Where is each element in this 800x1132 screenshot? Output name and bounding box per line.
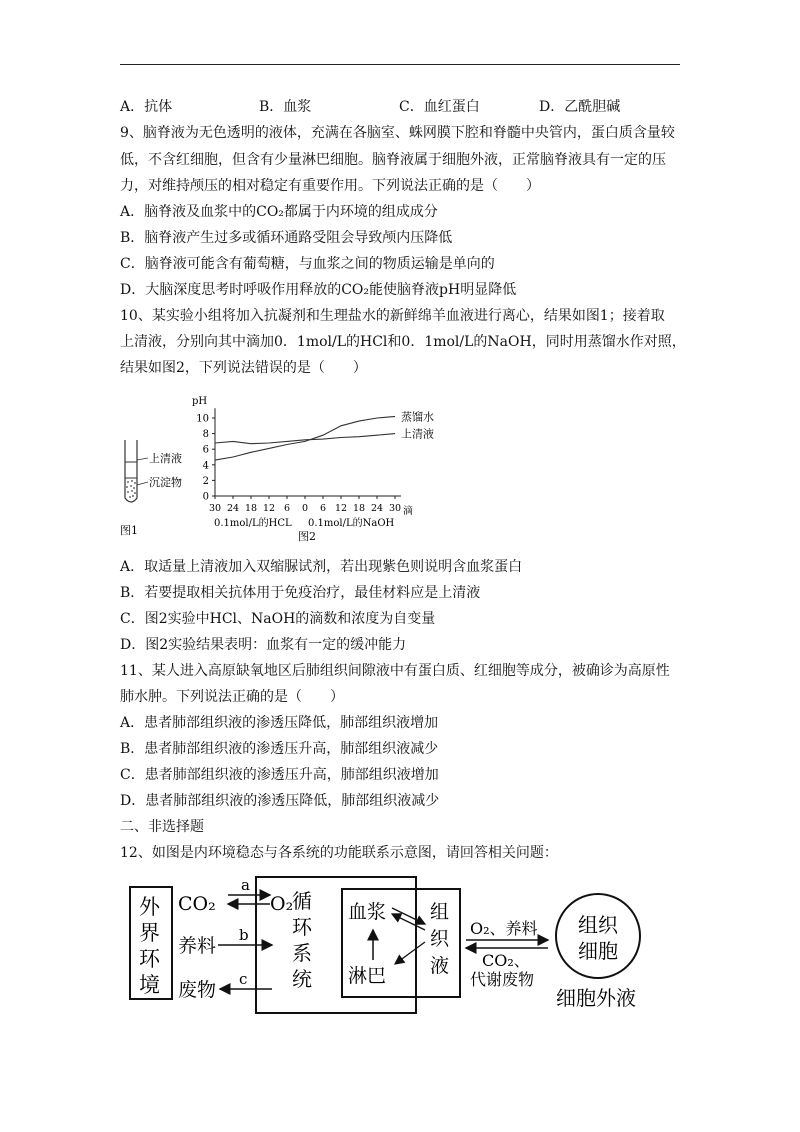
- q9-option-d: D．大脑深度思考时呼吸作用释放的CO₂能使脑脊液pH明显降低: [120, 282, 517, 298]
- series-line-0: [215, 416, 395, 460]
- external-char-3: 环: [139, 947, 160, 971]
- q8-options: [120, 98, 680, 116]
- fig1-caption: 图1: [120, 524, 138, 537]
- q12-diagram: [120, 872, 680, 1022]
- y-tick-label: 8: [202, 429, 209, 441]
- o2-label: O₂: [270, 893, 294, 915]
- x-tick-label: 12: [262, 503, 276, 514]
- x-tick-label: 12: [334, 503, 348, 514]
- circulation-char-2: 环: [292, 915, 312, 939]
- nutrient-label: 养料: [178, 935, 217, 957]
- arrow-bottom-label-2: 代谢废物: [470, 970, 535, 989]
- x-axis-unit: 滴: [403, 506, 413, 517]
- tissue-fluid-char-2: 织: [430, 928, 450, 950]
- plasma-label: 血浆: [348, 901, 387, 923]
- waste-label: 废物: [178, 979, 217, 1001]
- q11-option-b: B．患者肺部组织液的渗透压升高，肺部组织液减少: [120, 741, 439, 757]
- x-tick-label: 0: [301, 503, 309, 514]
- extracellular-fluid-label: 细胞外液: [556, 986, 636, 1010]
- arrow-a-label: a: [241, 876, 250, 894]
- arrow-b-label: b: [239, 926, 249, 944]
- q10-stem-line-2: 上清液，分别向其中滴加0．1mol/L的HCl和0．1mol/L的NaOH，同时用蒸馏水作对照，: [120, 334, 686, 350]
- q8-option-b: B．血浆: [259, 99, 312, 115]
- tissue-cell-label-2: 细胞: [578, 939, 618, 963]
- tissue-fluid-char-3: 液: [430, 955, 450, 977]
- q9-stem-line-3: 力，对维持颅压的相对稳定有重要作用。下列说法正确的是（ ）: [120, 178, 540, 194]
- label-line-bottom: [137, 482, 148, 485]
- co2-label: CO₂: [178, 893, 216, 915]
- q8-option-c: C．血红蛋白: [399, 99, 480, 115]
- x-group-label-naoh: 0.1mol/L的NaOH: [308, 518, 395, 529]
- x-group-label-hcl: 0.1mol/L的HCL: [214, 518, 292, 529]
- q10-option-d: D．图2实验结果表明：血浆有一定的缓冲能力: [120, 637, 407, 653]
- test-tube-icon: [125, 440, 137, 502]
- circulation-char-3: 系: [292, 941, 312, 965]
- series-label-1: 上清液: [401, 427, 434, 441]
- y-tick-label: 0: [202, 491, 209, 503]
- external-char-1: 外: [139, 895, 160, 919]
- y-tick-label: 4: [202, 460, 209, 472]
- section-heading: 二、非选择题: [120, 819, 204, 835]
- external-char-4: 境: [139, 973, 160, 997]
- figure-2-chart: [190, 392, 460, 542]
- q9-option-c: C．脑脊液可能含有葡萄糖，与血浆之间的物质运输是单向的: [120, 256, 495, 272]
- x-tick-label: 24: [370, 503, 384, 514]
- q11-stem-line-1: 11、某人进入高原缺氧地区后肺组织间隙液中有蛋白质、红细胞等成分，被确诊为高原性: [120, 663, 670, 679]
- q11-option-a: A．患者肺部组织液的渗透压降低，肺部组织液增加: [120, 715, 439, 731]
- x-tick-label: 6: [283, 503, 291, 514]
- figure-1: [118, 430, 198, 540]
- q11-option-c: C．患者肺部组织液的渗透压升高，肺部组织液增加: [120, 767, 439, 783]
- q9-option-a: A．脑脊液及血浆中的CO₂都属于内环境的组成成分: [120, 204, 438, 220]
- arrow-tissue-to-lymph: [395, 942, 425, 964]
- series-label-0: 蒸馏水: [401, 410, 434, 424]
- q8-option-d: D．乙酰胆碱: [539, 99, 621, 115]
- y-tick-label: 6: [202, 444, 209, 456]
- q9-option-b: B．脑脊液产生过多或循环通路受阻会导致颅内压降低: [120, 230, 453, 246]
- x-tick-label: 18: [352, 503, 366, 514]
- tissue-cell-label-1: 组织: [578, 913, 618, 937]
- q8-option-a: A．抗体: [120, 99, 173, 115]
- arrow-top-label: O₂、养料: [470, 919, 538, 938]
- q10-option-b: B．若要提取相关抗体用于免疫治疗，最佳材料应是上清液: [120, 585, 481, 601]
- fig1-label-sediment: 沉淀物: [149, 476, 182, 489]
- q10-option-a: A．取适量上清液加入双缩脲试剂，若出现紫色则说明含血浆蛋白: [120, 559, 523, 575]
- q10-option-c: C．图2实验中HCl、NaOH的滴数和浓度为自变量: [120, 611, 436, 627]
- x-tick-label: 30: [388, 503, 402, 514]
- q11-stem-line-2: 肺水肿。下列说法正确的是（ ）: [120, 689, 344, 705]
- circulation-char-4: 统: [292, 967, 312, 991]
- q9-stem-line-1: 9、脑脊液为无色透明的液体，充满在各脑室、蛛网膜下腔和脊髓中央管内，蛋白质含量较: [120, 125, 675, 141]
- arrow-c-label: c: [239, 970, 248, 988]
- q10-stem-line-1: 10、某实验小组将加入抗凝剂和生理盐水的新鲜绵羊血液进行离心，结果如图1；接着取: [120, 308, 665, 324]
- q9-stem-line-2: 低，不含红细胞，但含有少量淋巴细胞。脑脊液属于细胞外液，正常脑脊液具有一定的压: [120, 152, 666, 168]
- arrow-bottom-label-1: CO₂、: [482, 951, 530, 970]
- q12-stem: 12、如图是内环境稳态与各系统的功能联系示意图，请回答相关问题：: [120, 845, 558, 861]
- label-line-top: [137, 458, 148, 460]
- lymph-label: 淋巴: [348, 965, 387, 987]
- external-char-2: 界: [139, 921, 160, 945]
- x-tick-label: 24: [226, 503, 240, 514]
- x-tick-label: 30: [208, 503, 222, 514]
- header-rule: [120, 64, 680, 65]
- fig1-label-supernatant: 上清液: [149, 452, 182, 465]
- q11-option-d: D．患者肺部组织液的渗透压降低，肺部组织液减少: [120, 793, 440, 809]
- q10-stem-line-3: 结果如图2，下列说法错误的是（ ）: [120, 360, 367, 376]
- series-line-1: [215, 434, 395, 444]
- circulation-char-1: 循: [292, 889, 312, 913]
- x-tick-label: 18: [244, 503, 258, 514]
- y-axis-label: pH: [192, 396, 208, 407]
- x-tick-label: 6: [319, 503, 327, 514]
- tissue-fluid-char-1: 组: [430, 901, 450, 923]
- fig2-caption: 图2: [298, 530, 316, 542]
- y-tick-label: 10: [196, 413, 209, 425]
- y-tick-label: 2: [202, 475, 209, 487]
